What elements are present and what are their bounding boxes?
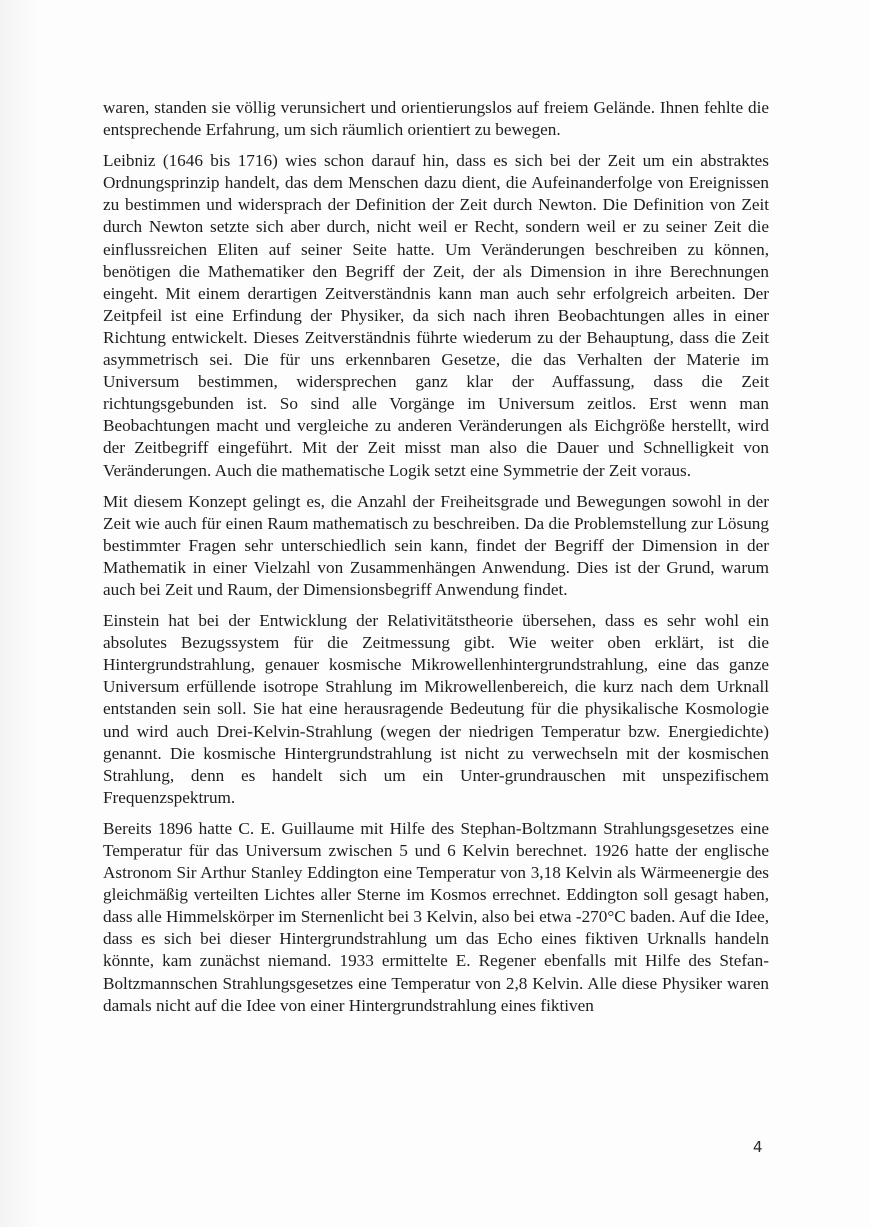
paragraph-1: waren, standen sie völlig verunsichert und orientierungslos auf freiem Gelände. Ihnen fehlte die entsprechende Erfahrung, um sich räumlich orientiert zu bewegen. xyxy=(103,98,769,140)
scan-edge-shade xyxy=(0,0,40,1227)
paragraph-4: Einstein hat bei der Entwicklung der Relativitätstheorie übersehen, dass es sehr wohl ein absolutes Bezugssystem für die Zeitmessung gibt. Wie weiter oben erklärt, ist die Hintergrundstrahlung, genauer kosmische Mikrowellenhintergrundstrahlung, eine das ganze Universum erfüllende isotrope Strahlung im Mikrowellenbereich, die kurz nach dem Urknall entstanden sein soll. Sie hat eine herausragende Bedeutung für die physikalische Kosmologie und wird auch Drei-Kelvin-Strahlung (wegen der niedrigen Temperatur bzw. Energiedichte) genannt. Die kosmische Hintergrundstrahlung ist nicht zu verwechseln mit der kosmischen Strahlung, denn es handelt sich um ein Unter-grundrauschen mit unspezifischem Frequenzspektrum. xyxy=(103,611,769,807)
paragraph-3: Mit diesem Konzept gelingt es, die Anzahl der Freiheitsgrade und Bewegungen sowohl in der Zeit wie auch für einen Raum mathematisch zu beschreiben. Da die Problemstellung zur Lösung bestimmter Fragen sehr unterschiedlich sein kann, findet der Begriff der Dimension in der Mathematik in einer Vielzahl von Zusammenhängen Anwendung. Dies ist der Grund, warum auch bei Zeit und Raum, der Dimensionsbegriff Anwendung findet. xyxy=(103,491,769,599)
paragraph-2: Leibniz (1646 bis 1716) wies schon darauf hin, dass es sich bei der Zeit um ein abstraktes Ordnungsprinzip handelt, das dem Menschen dazu dient, die Aufeinanderfolge von Ereignissen zu bestimmen und widersprach der Definition der Zeit durch Newton. Die Definition von Zeit durch Newton setzte sich aber durch, nicht weil er Recht, sondern weil er zu seiner Zeit die einflussreichen Eliten auf seiner Seite hatte. Um Veränderungen beschreiben zu können, benötigen die Mathematiker den Begriff der Zeit, der als Dimension in ihre Berechnungen eingeht. Mit einem derartigen Zeitverständnis kann man auch sehr erfolgreich arbeiten. Der Zeitpfeil ist eine Erfindung der Physiker, da sich nach ihren Beobachtungen alles in einer Richtung entwickelt. Dieses Zeitverständnis führte wiederum zu der Behauptung, dass die Zeit asymmetrisch sei. Die für uns erkennbaren Gesetze, die das Verhalten der Materie im Universum bestimmen, widersprechen ganz klar der Auffassung, dass die Zeit richtungsgebunden ist. So sind alle Vorgänge im Universum zeitlos. Erst wenn man Beobachtungen macht und vergleiche zu anderen Veränderungen als Eichgröße herstellt, wird der Zeitbegriff eingeführt. Mit der Zeit misst man also die Dauer und Schnelligkeit von Veränderungen. Auch die mathematische Logik setzt eine Symmetrie der Zeit voraus. xyxy=(103,151,769,480)
body-text xyxy=(103,97,769,1026)
page-number: 4 xyxy=(753,1138,763,1156)
paragraph-5: Bereits 1896 hatte C. E. Guillaume mit Hilfe des Stephan-Boltzmann Strahlungsgesetzes eine Temperatur für das Universum zwischen 5 und 6 Kelvin berechnet. 1926 hatte der englische Astronom Sir Arthur Stanley Eddington eine Temperatur von 3,18 Kelvin als Wärmeenergie des gleichmäßig verteilten Lichtes aller Sterne im Kosmos errechnet. Eddington soll gesagt haben, dass alle Himmelskörper im Sternenlicht bei 3 Kelvin, also bei etwa -270°C baden. Auf die Idee, dass es sich bei dieser Hintergrundstrahlung um das Echo eines fiktiven Urknalls handeln könnte, kam zunächst niemand. 1933 ermittelte E. Regener ebenfalls mit Hilfe des Stefan-Boltzmannschen Strahlungsgesetzes eine Temperatur von 2,8 Kelvin. Alle diese Physiker waren damals nicht auf die Idee von einer Hintergrundstrahlung eines fiktiven xyxy=(103,818,769,1015)
